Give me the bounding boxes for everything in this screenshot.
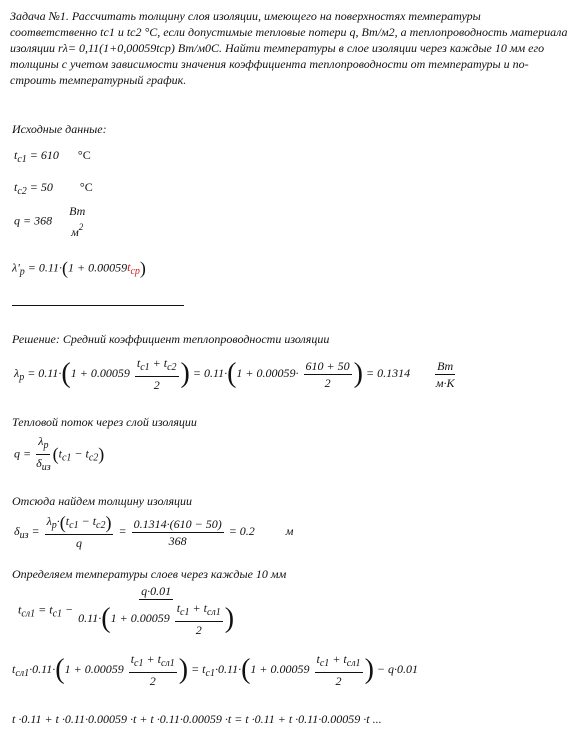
cut-off-equation: t ·0.11 + t ·0.11·0.00059 ·t + t ·0.11·0.00059 ·t = t ·0.11 + t ·0.11·0.00059 ·t ...	[12, 712, 382, 726]
lambda-result: = 0.1314	[365, 365, 411, 380]
q-value: 368	[34, 213, 53, 228]
tc2-unit: °C	[79, 180, 93, 194]
given-q: q = 368 Вт $м^2$	[14, 204, 86, 239]
thickness-heading: Отсюда найдем толщину изоляции	[12, 494, 193, 508]
given-tc1: $t_{c1} = 610$ °C	[14, 148, 91, 165]
thickness-formula: $\delta_{из}$ = $\frac{\lambda_p\cdot(t_{c1} - t_{c2})}{q}$ = $\frac{0.1314\cdot(610 - 50)}{368}$ = 0.2 м	[14, 512, 294, 550]
lambda-calc: $\lambda_p = 0.11\cdot(1 + 0.00059$ $\frac{t_{c1} + t_{c2}}{2}$ ) = 0.11·(1 + 0.00059· $\frac{610 + 50}{2}$ ) = 0.1314 $\frac{Вт}{м\cdot К}$	[14, 356, 455, 392]
tsl1-formula: $t_{сл1} = t_{c1}$ − q·0.01 0.11·(1 + 0.00059 $\frac{t_{c1} + t_{сл1}}{2}$ )	[18, 584, 235, 637]
q-unit-den: $м^2$	[71, 222, 84, 239]
q-unit-num: Вт	[69, 204, 86, 218]
q-unit	[67, 204, 87, 239]
tc1-unit: °C	[77, 148, 91, 162]
lambda-unit: $\frac{Вт}{м\cdot К}$	[435, 358, 455, 390]
equation-line: $t_{сл1}\cdot 0.11\cdot(1 + 0.00059$ $\frac{t_{c1} + t_{сл1}}{2}$ ) = $t_{c1}\cdot 0.11\cdot(1 + 0.00059$ $\frac{t_{c1} + t_{сл1}}{2}$ ) − q·0.01	[12, 652, 418, 688]
tc2-value: 50	[40, 180, 53, 194]
lambda-frac1: $\frac{t_{c1} + t_{c2}}{2}$	[136, 356, 177, 392]
solution-heading: Решение: Средний коэффициент теплопроводности изоляции	[12, 332, 330, 346]
temps-heading: Определяем температуры слоев через каждые 10 мм	[12, 567, 287, 581]
lambda-formula: $\lambda'_p = 0.11\cdot(1 + 0.00059t_{cp})$	[12, 258, 146, 278]
tc1-value: 610	[40, 148, 59, 162]
given-tc2: $t_{c2} = 50$ °C	[14, 180, 93, 197]
separator-line	[12, 305, 184, 306]
heat-flux-heading: Тепловой поток через слой изоляции	[12, 415, 197, 429]
given-heading: Исходные данные:	[12, 122, 107, 136]
task-statement: Задача №1. Рассчитать толщину слоя изоляции, имеющего на поверхностях температуры соответственно tc1 и tc2 °C, если допустимые тепловые потери q, Вт/м2, а теплопроводность материала изоляции rλ= 0,11(1+0,00059tср) Вт/м0С. Найти температуры в слое изоляции через каждые 10 мм его толщины с учетом зависимости значения коэффициента теплопроводности от температуры и по-строить температурный график.	[10, 9, 568, 87]
heat-flux-formula: q = $\frac{\lambda_p}{\delta_{из}}$ $(t_{c1} - t_{c2})$	[14, 434, 105, 473]
lambda-frac2: $\frac{610 + 50}{2}$	[305, 358, 350, 390]
